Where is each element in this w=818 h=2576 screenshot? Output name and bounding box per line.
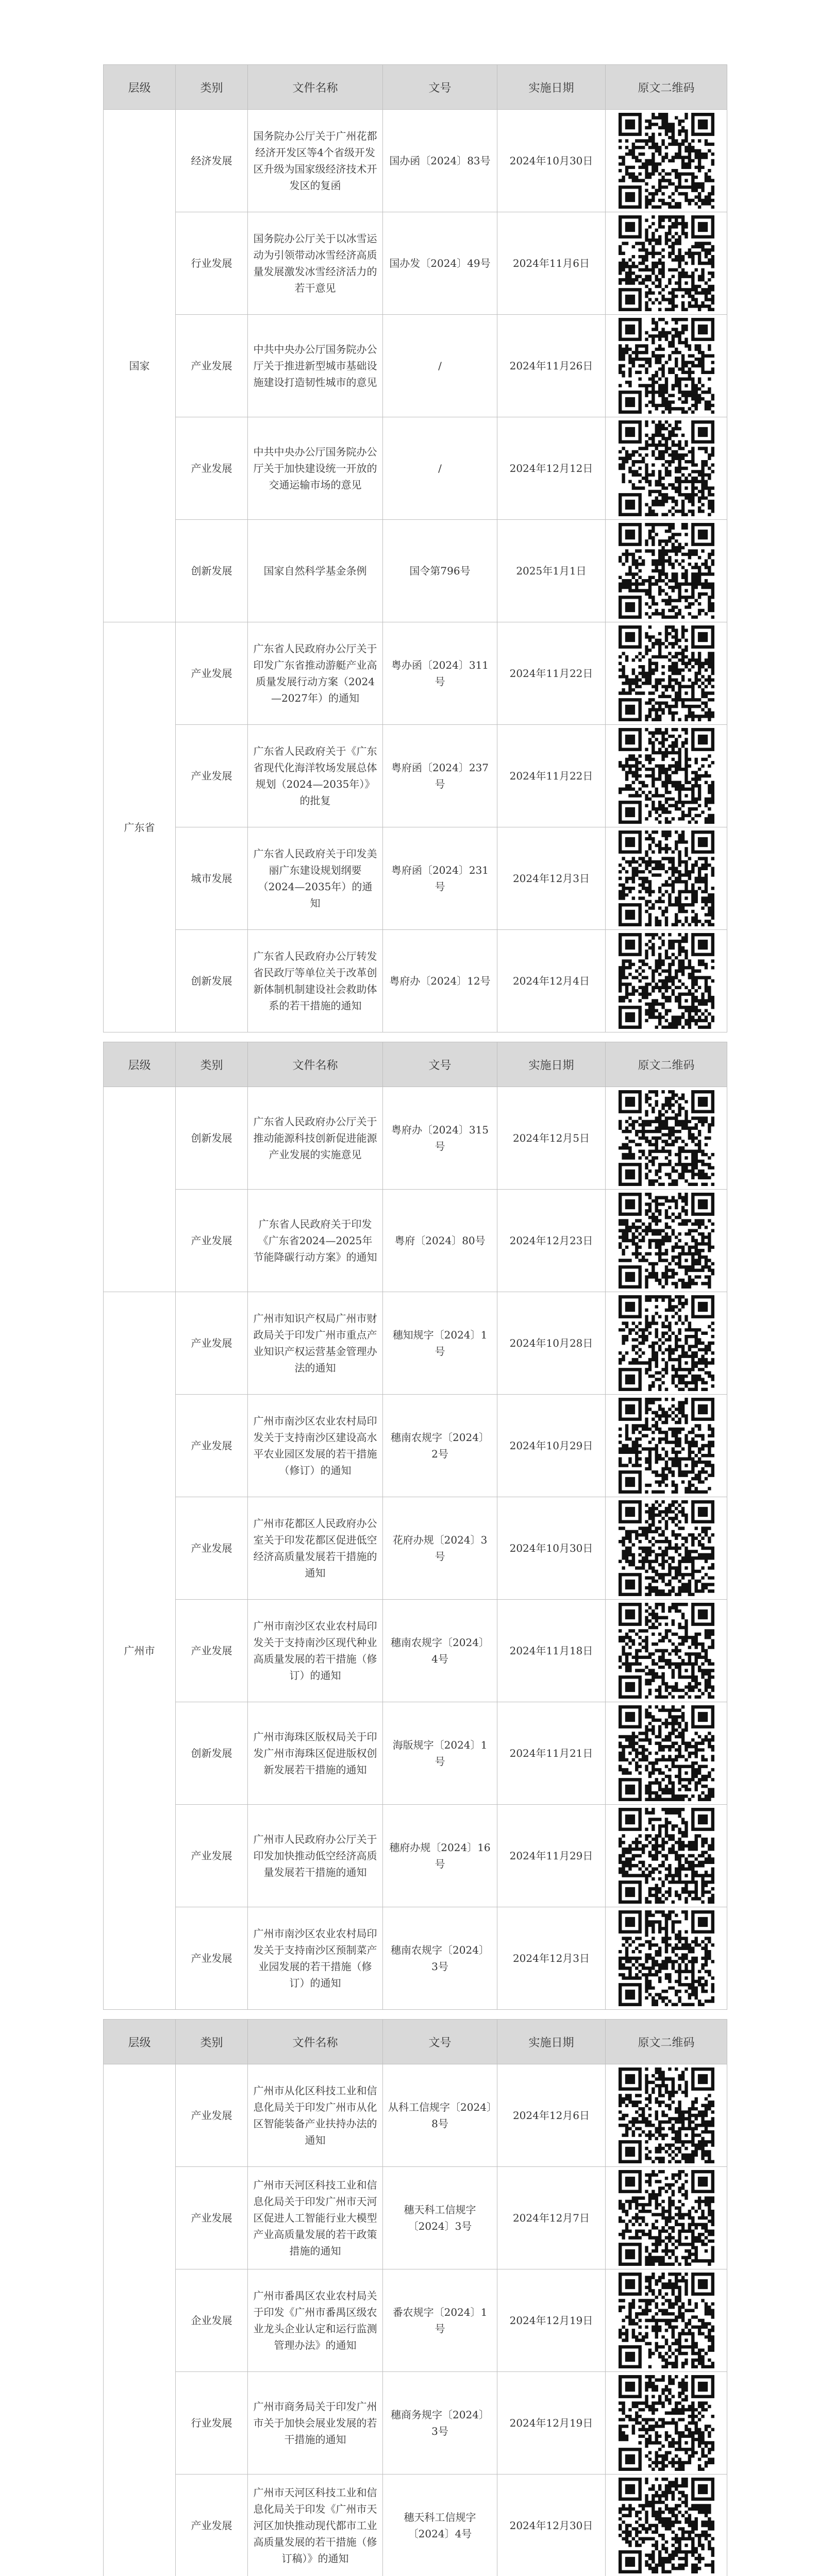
document-title-cell: 广州市南沙区农业农村局印发关于支持南沙区预制菜产业园发展的若干措施（修订）的通知 [248, 1907, 383, 2010]
table-row [104, 417, 727, 520]
category-cell: 产业发展 [176, 2475, 248, 2576]
document-number-cell: 粤府办〔2024〕12号 [383, 930, 497, 1032]
document-number-cell: 穗南农规字〔2024〕3号 [383, 1907, 497, 2010]
page-break [104, 1032, 727, 1042]
effective-date-cell: 2025年1月1日 [497, 520, 606, 622]
document-number-cell: 穗知规字〔2024〕1号 [383, 1292, 497, 1395]
document-title-cell: 广州市知识产权局广州市财政局关于印发广州市重点产业知识产权运营基金管理办法的通知 [248, 1292, 383, 1395]
column-header: 类别 [176, 65, 248, 110]
category-cell: 产业发展 [176, 1190, 248, 1292]
table-header [104, 1042, 727, 1087]
qr-code-cell [606, 1907, 727, 2010]
qr-code-icon[interactable] [619, 1705, 714, 1801]
document-number-cell: 穗天科工信规字〔2024〕3号 [383, 2167, 497, 2269]
column-header: 文件名称 [248, 65, 383, 110]
level-cell: 广州市 [104, 1292, 176, 2010]
qr-code-icon[interactable] [619, 113, 714, 209]
table-row [104, 520, 727, 622]
table-row [104, 2167, 727, 2269]
document-title-cell: 广州市商务局关于印发广州市关于加快会展业发展的若干措施的通知 [248, 2372, 383, 2475]
category-cell: 经济发展 [176, 110, 248, 212]
qr-code-cell [606, 1805, 727, 1907]
document-number-cell: 穗商务规字〔2024〕3号 [383, 2372, 497, 2475]
document-title-cell: 广东省人民政府办公厅转发省民政厅等单位关于改革创新体制机制建设社会救助体系的若干措施的通知 [248, 930, 383, 1032]
table-header [104, 2020, 727, 2064]
qr-code-icon[interactable] [619, 215, 714, 311]
qr-code-cell [606, 315, 727, 417]
effective-date-cell: 2024年11月6日 [497, 212, 606, 315]
category-cell: 产业发展 [176, 417, 248, 520]
qr-code-icon[interactable] [619, 420, 714, 516]
table-row [104, 2269, 727, 2372]
document-title-cell: 国务院办公厅关于广州花都经济开发区等4个省级开发区升级为国家级经济技术开发区的复函 [248, 110, 383, 212]
table-row [104, 1805, 727, 1907]
effective-date-cell: 2024年12月19日 [497, 2269, 606, 2372]
qr-code-cell [606, 212, 727, 315]
document-title-cell: 中共中央办公厅国务院办公厅关于加快建设统一开放的交通运输市场的意见 [248, 417, 383, 520]
document-title-cell: 国务院办公厅关于以冰雪运动为引领带动冰雪经济高质量发展激发冰雪经济活力的若干意见 [248, 212, 383, 315]
document-number-cell: 粤办函〔2024〕311号 [383, 622, 497, 725]
category-cell: 产业发展 [176, 1907, 248, 2010]
qr-code-icon[interactable] [619, 1295, 714, 1391]
effective-date-cell: 2024年10月30日 [497, 110, 606, 212]
category-cell: 产业发展 [176, 1805, 248, 1907]
column-header: 文件名称 [248, 2020, 383, 2064]
category-cell: 产业发展 [176, 622, 248, 725]
qr-code-icon[interactable] [619, 1500, 714, 1596]
document-number-cell: 从科工信规字〔2024〕8号 [383, 2064, 497, 2167]
effective-date-cell: 2024年12月5日 [497, 1087, 606, 1190]
table-header [104, 65, 727, 110]
category-cell: 创新发展 [176, 1702, 248, 1805]
qr-code-cell [606, 2269, 727, 2372]
document-number-cell: 国办发〔2024〕49号 [383, 212, 497, 315]
document-number-cell: 粤府办〔2024〕315号 [383, 1087, 497, 1190]
document-number-cell: 粤府函〔2024〕237号 [383, 725, 497, 827]
document-number-cell: 花府办规〔2024〕3号 [383, 1497, 497, 1600]
effective-date-cell: 2024年11月29日 [497, 1805, 606, 1907]
qr-code-cell [606, 1497, 727, 1600]
document-title-cell: 中共中央办公厅国务院办公厅关于推进新型城市基础设施建设打造韧性城市的意见 [248, 315, 383, 417]
effective-date-cell: 2024年11月21日 [497, 1702, 606, 1805]
category-cell: 产业发展 [176, 725, 248, 827]
qr-code-cell [606, 2372, 727, 2475]
effective-date-cell: 2024年12月3日 [497, 827, 606, 930]
document-number-cell: 粤府函〔2024〕231号 [383, 827, 497, 930]
column-header: 类别 [176, 1042, 248, 1087]
policy-table [103, 64, 727, 2576]
effective-date-cell: 2024年12月23日 [497, 1190, 606, 1292]
table-row [104, 1497, 727, 1600]
qr-code-icon[interactable] [619, 2170, 714, 2266]
category-cell: 产业发展 [176, 2167, 248, 2269]
effective-date-cell: 2024年10月28日 [497, 1292, 606, 1395]
level-cell: 广东省 [104, 622, 176, 1032]
document-number-cell: / [383, 315, 497, 417]
category-cell: 产业发展 [176, 2064, 248, 2167]
document-number-cell: 海版规字〔2024〕1号 [383, 1702, 497, 1805]
document-title-cell: 广东省人民政府办公厅关于印发广东省推动游艇产业高质量发展行动方案（2024—2027年）的通知 [248, 622, 383, 725]
qr-code-icon[interactable] [619, 1910, 714, 2006]
table-row [104, 622, 727, 725]
table-row [104, 212, 727, 315]
table-row [104, 1292, 727, 1395]
effective-date-cell: 2024年10月29日 [497, 1395, 606, 1497]
level-cell [104, 1087, 176, 1292]
document-number-cell: 番农规字〔2024〕1号 [383, 2269, 497, 2372]
document-title-cell: 广州市人民政府办公厅关于印发加快推动低空经济高质量发展若干措施的通知 [248, 1805, 383, 1907]
qr-code-icon[interactable] [619, 625, 714, 721]
table-row [104, 315, 727, 417]
effective-date-cell: 2024年12月30日 [497, 2475, 606, 2576]
qr-code-icon[interactable] [619, 933, 714, 1029]
effective-date-cell: 2024年11月22日 [497, 725, 606, 827]
column-header: 文号 [383, 1042, 497, 1087]
qr-code-icon[interactable] [619, 1808, 714, 1904]
category-cell: 企业发展 [176, 2269, 248, 2372]
table-row [104, 110, 727, 212]
qr-code-icon[interactable] [619, 728, 714, 824]
page-break [104, 2010, 727, 2020]
document-title-cell: 广东省人民政府关于印发美丽广东建设规划纲要（2024—2035年）的通知 [248, 827, 383, 930]
category-cell: 产业发展 [176, 1600, 248, 1702]
qr-code-cell [606, 622, 727, 725]
qr-code-cell [606, 110, 727, 212]
column-header: 文件名称 [248, 1042, 383, 1087]
qr-code-icon[interactable] [619, 523, 714, 619]
document-title-cell: 广州市南沙区农业农村局印发关于支持南沙区现代种业高质量发展的若干措施（修订）的通知 [248, 1600, 383, 1702]
document-title-cell: 广州市番禺区农业农村局关于印发《广州市番禺区级农业龙头企业认定和运行监测管理办法》的通知 [248, 2269, 383, 2372]
document-title-cell: 广东省人民政府办公厅关于推动能源科技创新促进能源产业发展的实施意见 [248, 1087, 383, 1190]
document-title-cell: 广州市从化区科技工业和信息化局关于印发广州市从化区智能装备产业扶持办法的通知 [248, 2064, 383, 2167]
effective-date-cell: 2024年12月12日 [497, 417, 606, 520]
column-header: 原文二维码 [606, 65, 727, 110]
effective-date-cell: 2024年12月4日 [497, 930, 606, 1032]
level-cell: 国家 [104, 110, 176, 622]
level-cell [104, 2064, 176, 2576]
qr-code-cell [606, 725, 727, 827]
qr-code-icon[interactable] [619, 1603, 714, 1699]
qr-code-icon[interactable] [619, 831, 714, 926]
document-title-cell: 广州市南沙区农业农村局印发关于支持南沙区建设高水平农业园区发展的若干措施（修订）的通知 [248, 1395, 383, 1497]
column-header: 实施日期 [497, 2020, 606, 2064]
qr-code-icon[interactable] [619, 1193, 714, 1289]
column-header: 实施日期 [497, 65, 606, 110]
category-cell: 行业发展 [176, 2372, 248, 2475]
qr-code-icon[interactable] [619, 2478, 714, 2573]
table-row [104, 2064, 727, 2167]
document-number-cell: 国令第796号 [383, 520, 497, 622]
effective-date-cell: 2024年12月6日 [497, 2064, 606, 2167]
column-header: 文号 [383, 2020, 497, 2064]
effective-date-cell: 2024年12月3日 [497, 1907, 606, 2010]
effective-date-cell: 2024年12月7日 [497, 2167, 606, 2269]
qr-code-icon[interactable] [619, 2273, 714, 2368]
qr-code-cell [606, 2064, 727, 2167]
qr-code-cell [606, 2475, 727, 2576]
column-header: 层级 [104, 1042, 176, 1087]
qr-code-cell [606, 2167, 727, 2269]
column-header: 文号 [383, 65, 497, 110]
column-header: 实施日期 [497, 1042, 606, 1087]
qr-code-icon[interactable] [619, 318, 714, 414]
qr-code-cell [606, 1190, 727, 1292]
qr-code-icon[interactable] [619, 1398, 714, 1494]
table-row [104, 827, 727, 930]
category-cell: 产业发展 [176, 1497, 248, 1600]
column-header: 原文二维码 [606, 1042, 727, 1087]
document-number-cell: / [383, 417, 497, 520]
table-row [104, 725, 727, 827]
category-cell: 产业发展 [176, 315, 248, 417]
qr-code-cell [606, 930, 727, 1032]
table-row [104, 2372, 727, 2475]
document-title-cell: 广州市天河区科技工业和信息化局关于印发广州市天河区促进人工智能行业大模型产业高质量发展的若干政策措施的通知 [248, 2167, 383, 2269]
document-title-cell: 广州市海珠区版权局关于印发广州市海珠区促进版权创新发展若干措施的通知 [248, 1702, 383, 1805]
document-number-cell: 粤府〔2024〕80号 [383, 1190, 497, 1292]
table-row [104, 1190, 727, 1292]
qr-code-icon[interactable] [619, 2067, 714, 2163]
category-cell: 行业发展 [176, 212, 248, 315]
category-cell: 创新发展 [176, 1087, 248, 1190]
qr-code-cell [606, 1292, 727, 1395]
effective-date-cell: 2024年11月22日 [497, 622, 606, 725]
table-row [104, 1907, 727, 2010]
table-row [104, 1395, 727, 1497]
category-cell: 创新发展 [176, 520, 248, 622]
column-header: 层级 [104, 2020, 176, 2064]
column-header: 层级 [104, 65, 176, 110]
table-row [104, 1600, 727, 1702]
document-title-cell: 广东省人民政府关于印发《广东省2024—2025年节能降碳行动方案》的通知 [248, 1190, 383, 1292]
document-number-cell: 国办函〔2024〕83号 [383, 110, 497, 212]
effective-date-cell: 2024年11月26日 [497, 315, 606, 417]
category-cell: 创新发展 [176, 930, 248, 1032]
document-number-cell: 穗天科工信规字〔2024〕4号 [383, 2475, 497, 2576]
policy-document [103, 64, 727, 2576]
document-number-cell: 穗南农规字〔2024〕2号 [383, 1395, 497, 1497]
column-header: 原文二维码 [606, 2020, 727, 2064]
qr-code-cell [606, 827, 727, 930]
column-header: 类别 [176, 2020, 248, 2064]
table-row [104, 1702, 727, 1805]
document-title-cell: 广州市天河区科技工业和信息化局关于印发《广州市天河区加快推动现代都市工业高质量发展的若干措施（修订稿）》的通知 [248, 2475, 383, 2576]
qr-code-cell [606, 1395, 727, 1497]
category-cell: 产业发展 [176, 1395, 248, 1497]
document-number-cell: 穗南农规字〔2024〕4号 [383, 1600, 497, 1702]
document-number-cell: 穗府办规〔2024〕16号 [383, 1805, 497, 1907]
qr-code-cell [606, 520, 727, 622]
qr-code-cell [606, 1702, 727, 1805]
document-title-cell: 广东省人民政府关于《广东省现代化海洋牧场发展总体规划（2024—2035年）》的批复 [248, 725, 383, 827]
category-cell: 产业发展 [176, 1292, 248, 1395]
qr-code-cell [606, 417, 727, 520]
category-cell: 城市发展 [176, 827, 248, 930]
qr-code-cell [606, 1087, 727, 1190]
document-title-cell: 国家自然科学基金条例 [248, 520, 383, 622]
document-title-cell: 广州市花都区人民政府办公室关于印发花都区促进低空经济高质量发展若干措施的通知 [248, 1497, 383, 1600]
effective-date-cell: 2024年11月18日 [497, 1600, 606, 1702]
table-row [104, 1087, 727, 1190]
qr-code-icon[interactable] [619, 1090, 714, 1186]
effective-date-cell: 2024年12月19日 [497, 2372, 606, 2475]
table-row [104, 930, 727, 1032]
effective-date-cell: 2024年10月30日 [497, 1497, 606, 1600]
qr-code-cell [606, 1600, 727, 1702]
table-row [104, 2475, 727, 2576]
qr-code-icon[interactable] [619, 2375, 714, 2471]
